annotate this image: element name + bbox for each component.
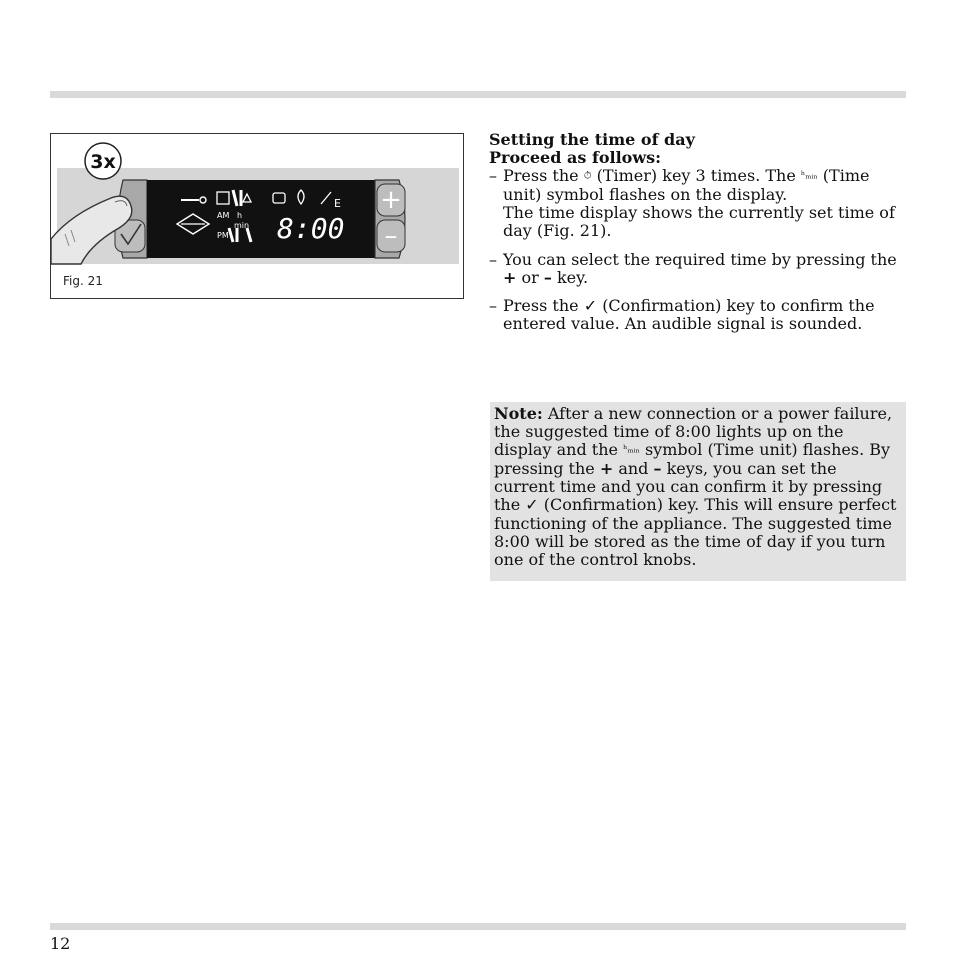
header-rule <box>50 91 906 98</box>
plus-symbol: + <box>599 459 614 478</box>
step-1-text-d: The time display shows the currently set time of day (Fig. 21). <box>503 203 895 241</box>
step-3: – Press the ✓ (Confirmation) key to confirm the entered value. An audible signal is sounded. <box>489 296 875 334</box>
step-1-text-a: Press the <box>503 166 579 186</box>
min-label: min <box>234 221 250 230</box>
time-unit-icon: ʰₘᵢₙ <box>623 444 640 456</box>
display-time: 8:00 <box>277 212 345 245</box>
pm-label: PM <box>217 231 229 240</box>
time-unit-icon: ʰₘᵢₙ <box>800 170 818 182</box>
timer-icon: ⏱ <box>583 170 592 182</box>
instructions-section <box>489 131 909 333</box>
control-panel-illustration <box>51 134 464 299</box>
step-1-text-b: (Timer) key 3 times. The <box>596 166 796 186</box>
note-label: Note: <box>494 404 543 423</box>
check-icon: ✓ <box>525 495 539 515</box>
plus-symbol: + <box>503 267 517 287</box>
step-2-text-a: You can select the required time by pressing the <box>503 249 897 269</box>
figure-21 <box>50 133 464 299</box>
plus-icon: + <box>380 185 402 215</box>
page-number: 12 <box>50 934 71 953</box>
am-label: AM <box>217 211 230 220</box>
step-3-text-b: (Confirmation) key to confirm the entered value. An audible signal is sounded. <box>503 296 875 334</box>
step-2: – You can select the required time by pressing the + or – key. <box>489 249 897 287</box>
note-box <box>490 402 906 581</box>
h-label: h <box>237 211 243 220</box>
step-2-or: or <box>521 267 539 287</box>
section-heading: Setting the time of day <box>489 130 695 149</box>
figure-caption: Fig. 21 <box>63 274 103 288</box>
note-text-2: symbol (Time unit) flashes. By pressing the <box>494 440 891 478</box>
minus-icon: – <box>384 221 398 251</box>
footer-rule <box>50 923 906 930</box>
section-subheading: Proceed as follows: <box>489 148 662 168</box>
note-text-4: (Confirmation) key. This will ensure perfect functioning of the appliance. The suggested time 8:00 will be stored as the time of day if you turn one of the control knobs. <box>494 495 897 570</box>
note-text-3: keys, you can set the current time and you can confirm it by pressing the <box>494 459 883 515</box>
step-2-text-b: key. <box>556 267 589 287</box>
minus-symbol: – <box>653 459 662 478</box>
step-1: – Press the ⏱ (Timer) key 3 times. The ʰₘᵢₙ (Time unit) symbol flashes on the display. The time display shows the currently set time of day (Fig. 21). <box>489 166 895 241</box>
note-text-1: After a new connection or a power failure, the suggested time of 8:00 lights up on the display and the <box>494 404 893 460</box>
svg-text:E: E <box>334 197 341 210</box>
minus-symbol: – <box>543 267 552 287</box>
check-icon: ✓ <box>583 296 598 316</box>
press-count-label: 3x <box>90 151 116 173</box>
step-3-text-a: Press the <box>503 296 579 316</box>
note-and: and <box>618 459 649 478</box>
step-1-text-c: (Time unit) symbol flashes on the display. <box>503 166 870 204</box>
